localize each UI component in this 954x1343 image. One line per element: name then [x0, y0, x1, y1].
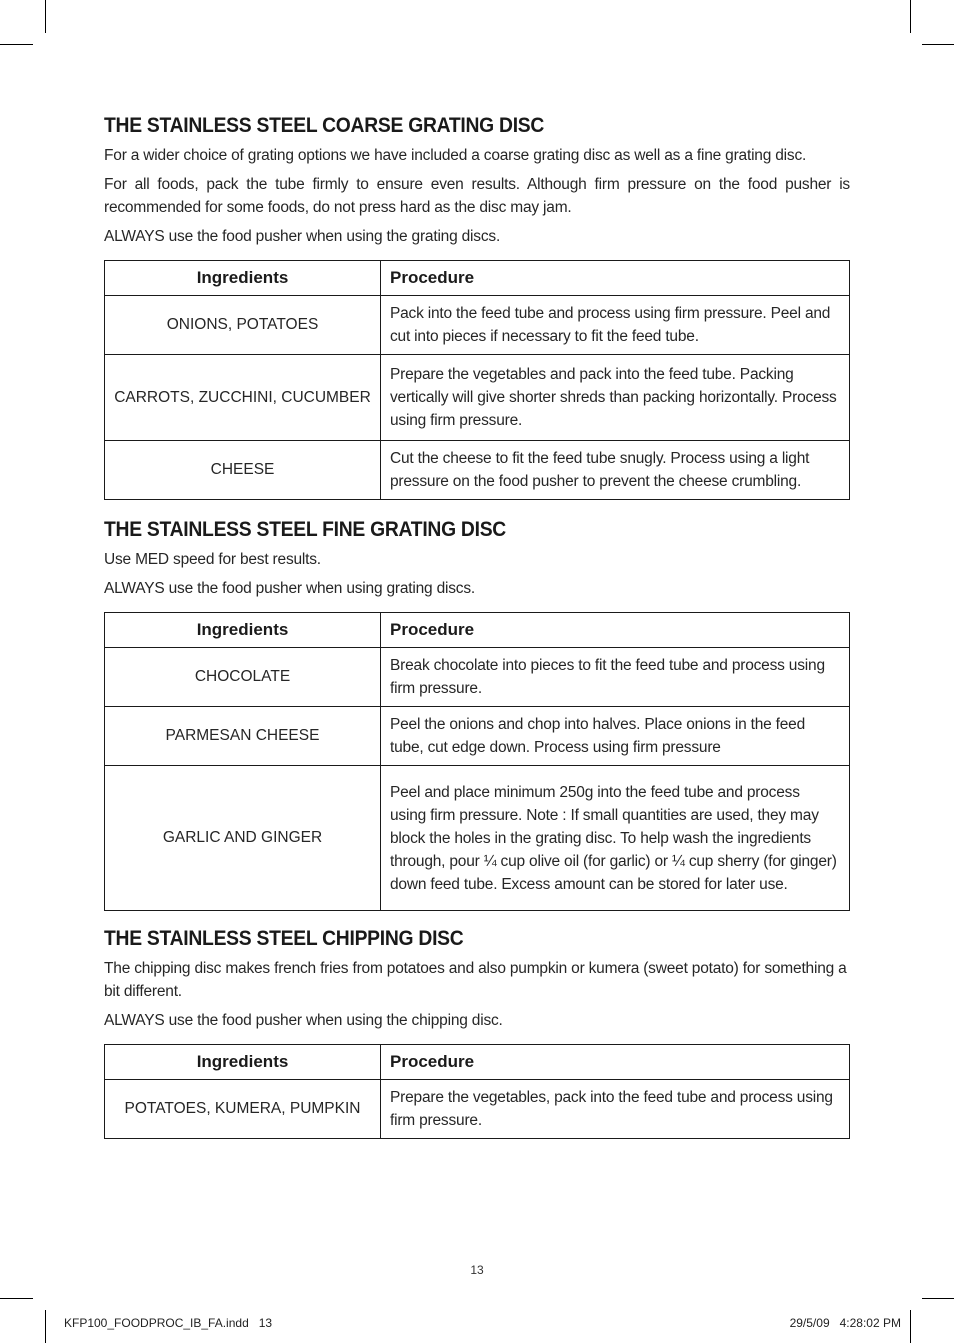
crop-mark: [922, 1298, 954, 1299]
column-header-ingredients: Ingredients: [105, 1045, 381, 1080]
paragraph: For all foods, pack the tube firmly to ensure even results. Although firm pressure on the food pusher is recommended for some foods, do not press hard as the disc may jam.: [104, 176, 850, 216]
section-title: THE STAINLESS STEEL CHIPPING DISC: [104, 927, 464, 950]
crop-mark: [910, 1310, 911, 1343]
ingredient-cell: CHEESE: [105, 441, 381, 500]
crop-mark: [45, 0, 46, 33]
procedure-table: [104, 260, 850, 500]
table-row: [105, 766, 850, 911]
ingredient-cell: CARROTS, ZUCCHINI, CUCUMBER: [105, 355, 381, 441]
crop-mark: [0, 44, 33, 45]
ingredient-cell: GARLIC AND GINGER: [105, 766, 381, 911]
page-number: 13: [470, 1263, 484, 1277]
crop-mark: [45, 1310, 46, 1343]
column-header-procedure: Procedure: [381, 1045, 850, 1080]
paragraph: The chipping disc makes french fries from potatoes and also pumpkin or kumera (sweet potato) for something a bit different.: [104, 960, 847, 1000]
table-row: [105, 296, 850, 355]
fine-grating-section: [104, 518, 850, 911]
procedure-cell: Pack into the feed tube and process using firm pressure. Peel and cut into pieces if necessary to fit the feed tube.: [381, 296, 850, 355]
procedure-cell: Peel the onions and chop into halves. Place onions in the feed tube, cut edge down. Process using firm pressure: [381, 707, 850, 766]
column-header-ingredients: Ingredients: [105, 261, 381, 296]
paragraph: Use MED speed for best results.: [104, 551, 321, 568]
paragraph: ALWAYS use the food pusher when using the grating discs.: [104, 228, 501, 245]
paragraph: ALWAYS use the food pusher when using the chipping disc.: [104, 1012, 503, 1029]
paragraph: ALWAYS use the food pusher when using grating discs.: [104, 580, 476, 597]
date-slug: 29/5/09 4:28:02 PM: [789, 1316, 901, 1330]
ingredient-cell: CHOCOLATE: [105, 648, 381, 707]
procedure-cell: Break chocolate into pieces to fit the feed tube and process using firm pressure.: [381, 648, 850, 707]
procedure-cell: Peel and place minimum 250g into the feed tube and process using firm pressure. Note : If small quantities are used, they may block the holes in the grating disc. To help wash the ingredients through, pour ¼ cup olive oil (for garlic) or ¼ cup sherry (for ginger) down feed tube. Excess amount can be stored for later use.: [381, 766, 850, 911]
ingredient-cell: PARMESAN CHEESE: [105, 707, 381, 766]
section-title: THE STAINLESS STEEL COARSE GRATING DISC: [104, 114, 545, 137]
crop-mark: [0, 1298, 33, 1299]
intro-paragraph: For a wider choice of grating options we have included a coarse grating disc as well as a fine grating disc.: [104, 147, 807, 164]
table-row: [105, 1080, 850, 1139]
table-row: [105, 707, 850, 766]
column-header-ingredients: Ingredients: [105, 613, 381, 648]
table-row: [105, 355, 850, 441]
ingredient-cell: POTATOES, KUMERA, PUMPKIN: [105, 1080, 381, 1139]
section-title: THE STAINLESS STEEL FINE GRATING DISC: [104, 518, 506, 541]
procedure-table: [104, 1044, 850, 1139]
table-header-row: [105, 261, 850, 296]
crop-mark: [910, 0, 911, 33]
column-header-procedure: Procedure: [381, 613, 850, 648]
procedure-table: [104, 612, 850, 911]
table-row: [105, 648, 850, 707]
coarse-grating-section: [104, 114, 850, 500]
procedure-cell: Cut the cheese to fit the feed tube snugly. Process using a light pressure on the food pusher to prevent the cheese crumbling.: [381, 441, 850, 500]
table-header-row: [105, 1045, 850, 1080]
procedure-cell: Prepare the vegetables, pack into the feed tube and process using firm pressure.: [381, 1080, 850, 1139]
chipping-disc-section: [104, 927, 850, 1139]
crop-mark: [922, 44, 954, 45]
column-header-procedure: Procedure: [381, 261, 850, 296]
ingredient-cell: ONIONS, POTATOES: [105, 296, 381, 355]
file-slug: KFP100_FOODPROC_IB_FA.indd 13: [64, 1316, 273, 1330]
table-header-row: [105, 613, 850, 648]
procedure-cell: Prepare the vegetables and pack into the feed tube. Packing vertically will give shorter shreds than packing horizontally. Process using firm pressure.: [381, 355, 850, 441]
table-row: [105, 441, 850, 500]
